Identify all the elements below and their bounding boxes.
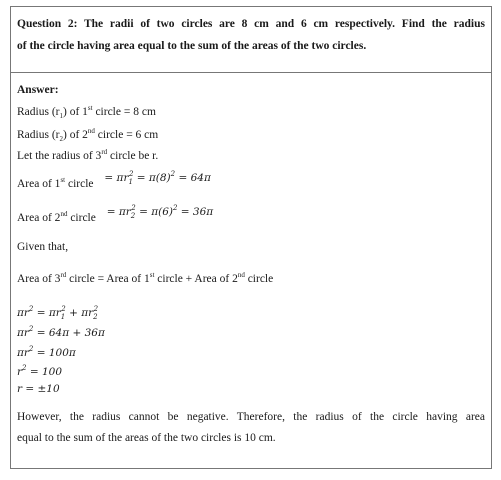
question-box [11, 7, 491, 73]
question-text [17, 13, 485, 57]
question-line-1: Question 2: The radii of two circles are 8 cm and 6 cm respectively. Find the radius [17, 18, 485, 30]
conclusion-line-1: However, the radius cannot be negative. Therefore, the radius of the circle having area [17, 411, 485, 423]
area-2-line: Area of 2nd circle = $\pi r_2^2 = \pi(6)^2 = 36\pi$ [17, 204, 214, 224]
conclusion-line-2: equal to the sum of the areas of the two circles is 10 cm. [17, 432, 276, 444]
step-5: r = ±10 [17, 383, 60, 395]
step-1: $\pi r^2 = \pi r_1^2 + \pi r_2^2$ [17, 305, 99, 321]
area-2-equation: = $\pi r_2^2 = \pi(6)^2 = 36\pi$ [106, 204, 214, 220]
question-line-2: of the circle having area equal to the sum of the areas of the two circles. [17, 40, 367, 52]
solution-sheet [10, 6, 492, 469]
answer-section [11, 73, 491, 468]
area-1-equation: = $\pi r_1^2 = \pi(8)^2 = 64\pi$ [104, 170, 211, 186]
radius-2-line: Radius $(r_2)$ of 2nd circle = 6 cm [17, 127, 159, 143]
conclusion-paragraph [17, 407, 485, 449]
answer-heading: Answer: [17, 84, 59, 96]
step-3: $\pi r^2 = 100\pi$ [17, 345, 76, 359]
step-2: $\pi r^2 = 64\pi + 36\pi$ [17, 325, 105, 339]
area-relation-line: Area of 3rd circle = Area of 1st circle + Area of 2nd circle [17, 271, 274, 285]
radius-1-line: Radius $(r_1)$ of 1st circle = 8 cm [17, 104, 156, 120]
let-radius-line: Let the radius of 3rd circle be r. [17, 148, 159, 162]
area-1-line: Area of 1st circle = $\pi r_1^2 = \pi(8)^2 = 64\pi$ [17, 170, 211, 190]
step-4: $r^2 = 100$ [17, 364, 63, 378]
given-line: Given that, [17, 241, 69, 253]
